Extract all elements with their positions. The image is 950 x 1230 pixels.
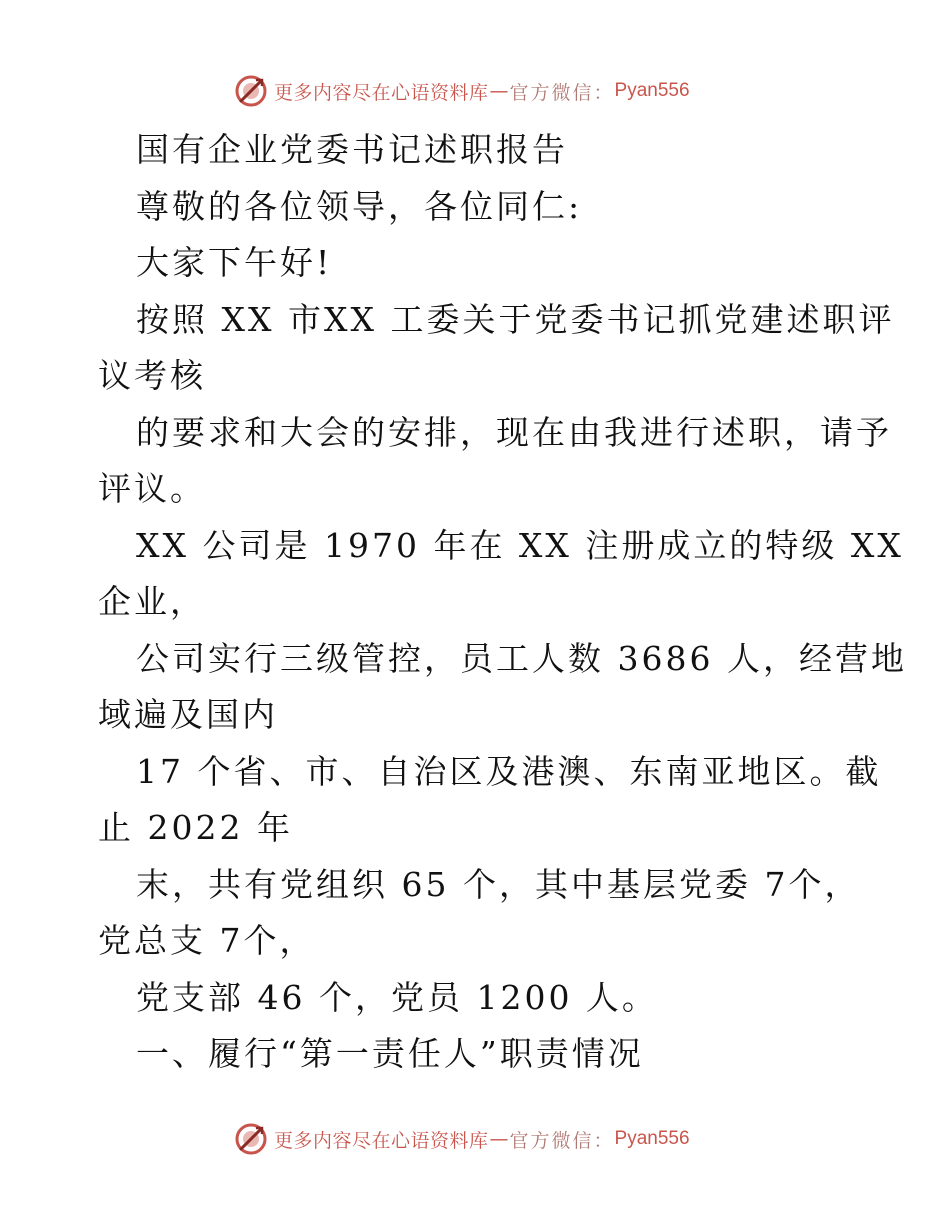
text-line: 一、履行“第一责任人”职责情况 <box>136 1034 644 1073</box>
text-line: 的要求和大会的安排，现在由我进行述职，请予 <box>136 412 892 452</box>
watermark-account: Pyan556 <box>614 1128 690 1149</box>
text-line: 议考核 <box>98 356 206 395</box>
text-line: 按照 XX 市XX 工委关于党委书记抓党建述职评 <box>136 299 895 339</box>
text-line: 域遍及国内 <box>98 695 278 734</box>
watermark-text: 更多内容尽在心语资料库 <box>274 1129 489 1152</box>
watermark-dash: — <box>489 1128 509 1150</box>
watermark-official-label: 官方微信： <box>509 81 615 104</box>
text-line: 党支部 46 个，党员 1200 人。 <box>136 977 658 1017</box>
watermark-official-label: 官方微信： <box>509 1129 615 1152</box>
text-line: XX 公司是 1970 年在 XX 注册成立的特级 XX <box>136 525 904 565</box>
text-line: 尊敬的各位领导，各位同仁: <box>136 186 583 226</box>
watermark-account: Pyan556 <box>614 80 690 101</box>
text-line: 党总支 7个， <box>98 921 316 960</box>
header-watermark <box>234 74 690 108</box>
document-body <box>98 122 907 1083</box>
text-line: 止 2022 年 <box>98 808 293 847</box>
text-line: 17 个省、市、自治区及港澳、东南亚地区。截 <box>136 751 882 791</box>
text-line: 大家下午好! <box>136 243 333 282</box>
text-line: 评议。 <box>98 469 206 508</box>
watermark-text: 更多内容尽在心语资料库 <box>274 81 489 104</box>
watermark-logo-icon <box>234 1122 268 1156</box>
footer-watermark <box>234 1122 690 1156</box>
text-line: 末，共有党组织 65 个，其中基层党委 7个， <box>136 864 861 904</box>
text-line: 企业， <box>98 582 206 621</box>
text-line: 公司实行三级管控，员工人数 3686 人，经营地 <box>136 638 907 678</box>
text-line: 国有企业党委书记述职报告 <box>136 130 568 169</box>
watermark-dash: — <box>489 80 509 102</box>
watermark-logo-icon <box>234 74 268 108</box>
